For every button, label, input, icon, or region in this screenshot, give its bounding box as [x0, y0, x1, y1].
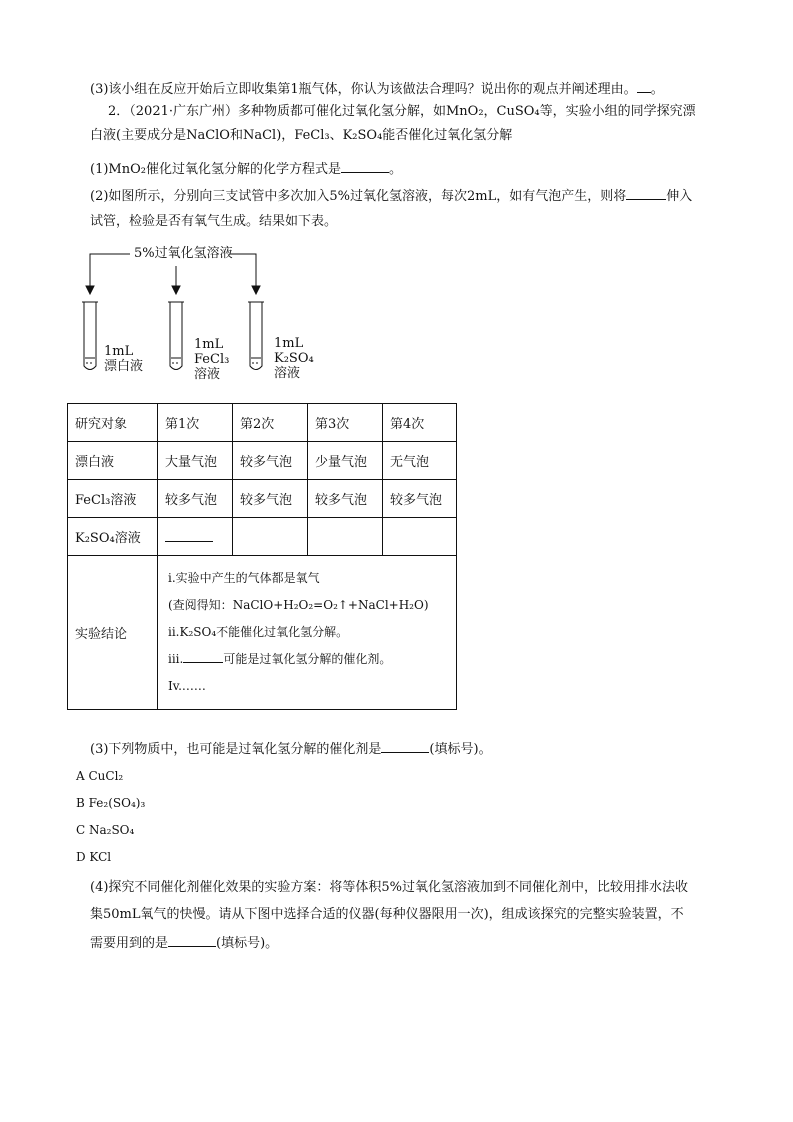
conclusion-row	[68, 556, 457, 710]
table-cell: 较多气泡	[158, 480, 233, 518]
table-row	[68, 442, 457, 480]
sub-question-3: (3)下列物质中，也可能是过氧化氢分解的催化剂是 (填标号)。	[90, 738, 492, 760]
table-cell: 较多气泡	[233, 442, 308, 480]
reaction-equation: NaClO+H₂O₂=O₂↑+NaCl+H₂O	[232, 598, 424, 612]
conclusion-label: 实验结论	[68, 556, 158, 710]
option-c[interactable]: C Na₂SO₄	[76, 823, 135, 837]
table-row-label: FeCl₃溶液	[68, 480, 158, 518]
answer-blank[interactable]	[637, 78, 651, 93]
answer-blank[interactable]	[626, 185, 666, 200]
question-2-line2: 白液(主要成分是NaClO和NaCl)，FeCl₃、K₂SO₄能否催化过氧化氢分解	[90, 128, 513, 143]
test-tube-diagram	[70, 240, 370, 390]
sub-question-4-line2: 集50mL氧气的快慢。请从下图中选择合适的仪器(每种仪器限用一次)，组成该探究的完整实验装置，不	[90, 907, 684, 922]
table-row-label: 漂白液	[68, 442, 158, 480]
conclusion-ii: ii.K₂SO₄不能催化过氧化氢分解。	[168, 625, 349, 639]
option-a[interactable]: A CuCl₂	[76, 769, 124, 783]
option-d[interactable]: D KCl	[76, 850, 112, 864]
table-cell: 较多气泡	[233, 480, 308, 518]
sub-question-4-line1: (4)探究不同催化剂催化效果的实验方案：将等体积5%过氧化氢溶液加到不同催化剂中，比较用排水法收	[90, 880, 689, 895]
answer-blank[interactable]	[381, 738, 429, 753]
sub-question-4-line3: 需要用到的是 (填标号)。	[90, 932, 278, 954]
conclusion-iii: iii. 可能是过氧化氢分解的催化剂。	[168, 646, 456, 673]
table-header-cell: 第2次	[233, 404, 308, 442]
conclusion-i: i.实验中产生的气体都是氧气	[168, 571, 320, 585]
option-b[interactable]: B Fe₂(SO₄)₃	[76, 796, 146, 810]
table-header-row	[68, 404, 457, 442]
table-header-cell: 第4次	[383, 404, 457, 442]
answer-blank[interactable]	[183, 648, 223, 663]
table-cell: 较多气泡	[308, 480, 383, 518]
conclusion-note: (查阅得知：NaClO+H₂O₂=O₂↑+NaCl+H₂O)	[168, 598, 429, 612]
question-2-line1: 2．（2021·广东广州）多种物质都可催化过氧化氢分解，如MnO₂，CuSO₄等，实验小组的同学探究漂	[108, 104, 696, 119]
sub-question-1: (1)MnO₂催化过氧化氢分解的化学方程式是 。	[90, 158, 402, 180]
table-cell	[308, 518, 383, 556]
answer-blank[interactable]	[168, 932, 216, 947]
table-cell	[383, 518, 457, 556]
table-cell	[158, 518, 233, 556]
sub-question-2-line2: 试管，检验是否有氧气生成。结果如下表。	[90, 214, 338, 229]
table-cell: 较多气泡	[383, 480, 457, 518]
tube-1-label: 1mL 漂白液	[104, 344, 144, 374]
prev-question-3: (3)该小组在反应开始后立即收集第1瓶气体，你认为该做法合理吗？说出你的观点并阐述理由。 。	[90, 78, 664, 100]
conclusion-cell	[158, 556, 457, 710]
table-row-label: K₂SO₄溶液	[68, 518, 158, 556]
table-header-cell: 研究对象	[68, 404, 158, 442]
tube-2-label: 1mL FeCl₃ 溶液	[194, 337, 230, 382]
sub-question-2-line1: (2)如图所示，分别向三支试管中多次加入5%过氧化氢溶液，每次2mL，如有气泡产生，则将 伸入	[90, 185, 692, 207]
table-cell: 大量气泡	[158, 442, 233, 480]
conclusion-iv: Iv.……	[168, 679, 206, 693]
reagent-label: 5%过氧化氢溶液	[134, 246, 233, 261]
answer-blank[interactable]	[341, 158, 389, 173]
results-table	[67, 403, 457, 710]
table-header-cell: 第3次	[308, 404, 383, 442]
table-cell: 少量气泡	[308, 442, 383, 480]
answer-blank[interactable]	[165, 527, 213, 542]
table-cell	[233, 518, 308, 556]
table-header-cell: 第1次	[158, 404, 233, 442]
table-row	[68, 480, 457, 518]
tube-3-label: 1mL K₂SO₄ 溶液	[274, 336, 314, 381]
table-cell: 无气泡	[383, 442, 457, 480]
table-row	[68, 518, 457, 556]
